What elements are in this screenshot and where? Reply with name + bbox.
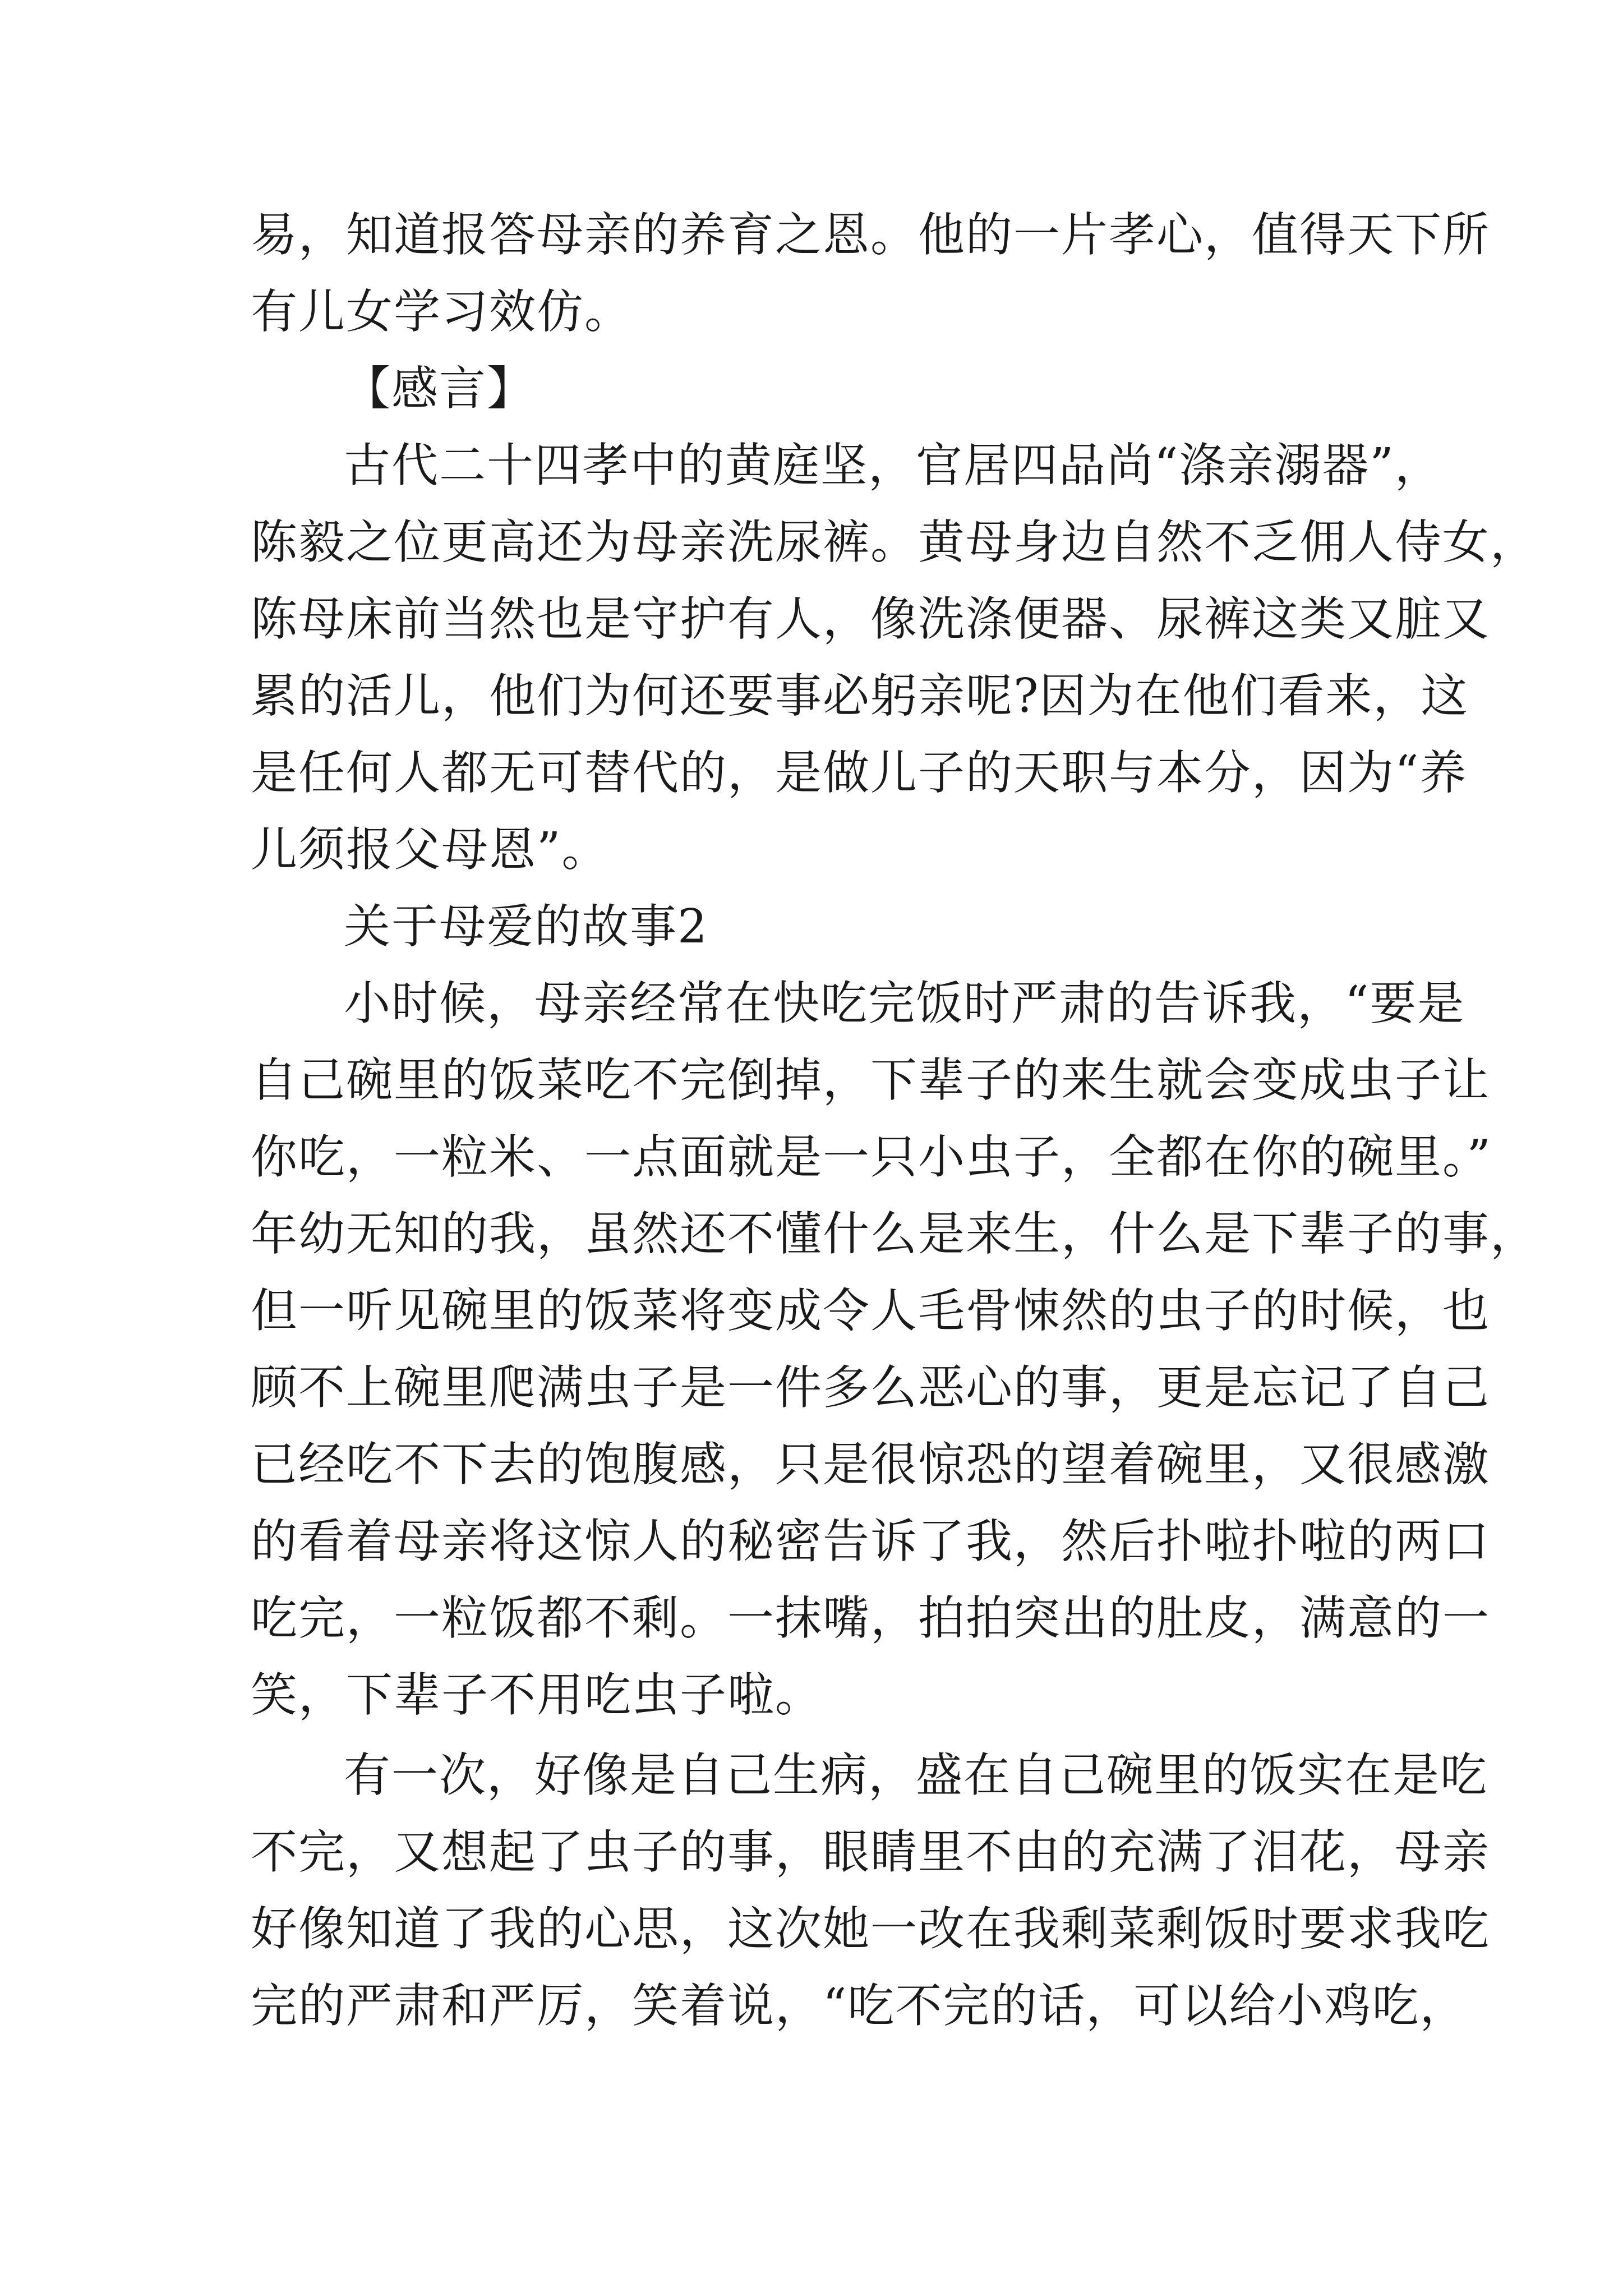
- text-line: 陈母床前当然也是守护有人，像洗涤便器、尿裤这类又脏又: [251, 592, 1490, 646]
- text-line: 你吃，一粒米、一点面就是一只小虫子，全都在你的碗里。”: [251, 1130, 1492, 1184]
- text-line: 古代二十四孝中的黄庭坚，官居四品尚“涤亲溺器”，: [344, 438, 1442, 493]
- text-line: 儿须报父母恩”。: [251, 822, 610, 877]
- text-line: 的看着母亲将这惊人的秘密告诉了我，然后扑啦扑啦的两口: [251, 1514, 1490, 1568]
- text-line: 已经吃不下去的饱腹感，只是很惊恐的望着碗里，又很感激: [251, 1437, 1490, 1492]
- text-line: 不完，又想起了虫子的事，眼睛里不由的充满了泪花，母亲: [251, 1825, 1490, 1879]
- text-line: 吃完，一粒饭都不剩。一抹嘴，拍拍突出的肚皮，满意的一: [251, 1591, 1490, 1645]
- text-line: 顾不上碗里爬满虫子是一件多么恶心的事，更是忘记了自己: [251, 1360, 1490, 1415]
- text-line: 小时候，母亲经常在快吃完饭时严肃的告诉我，“要是: [344, 976, 1465, 1030]
- document-body: [251, 196, 1538, 2044]
- text-line: 自己碗里的饭菜吃不完倒掉，下辈子的来生就会变成虫子让: [251, 1053, 1490, 1107]
- text-line: 累的活儿，他们为何还要事必躬亲呢?因为在他们看来，这: [251, 669, 1469, 723]
- text-line: 有一次，好像是自己生病，盛在自己碗里的饭实在是吃: [344, 1748, 1488, 1802]
- text-line: 易，知道报答母亲的养育之恩。他的一片孝心，值得天下所: [251, 208, 1490, 262]
- text-line: 笑，下辈子不用吃虫子啦。: [251, 1668, 823, 1722]
- text-line: 是任何人都无可替代的，是做儿子的天职与本分，因为“养: [251, 746, 1468, 800]
- text-line: 好像知道了我的心思，这次她一改在我剩菜剩饭时要求我吃: [251, 1902, 1490, 1956]
- section-heading: 【感言】: [344, 361, 534, 416]
- story-title: 关于母爱的故事2: [344, 899, 708, 954]
- text-line: 完的严肃和严厉，笑着说，“吃不完的话，可以给小鸡吃，: [251, 1978, 1468, 2033]
- text-line: 但一听见碗里的饭菜将变成令人毛骨悚然的虫子的时候，也: [251, 1283, 1490, 1338]
- text-line: 陈毅之位更高还为母亲洗尿裤。黄母身边自然不乏佣人侍女，: [251, 515, 1538, 569]
- text-line: 有儿女学习效仿。: [251, 284, 632, 339]
- text-line: 年幼无知的我，虽然还不懂什么是来生，什么是下辈子的事，: [251, 1207, 1538, 1261]
